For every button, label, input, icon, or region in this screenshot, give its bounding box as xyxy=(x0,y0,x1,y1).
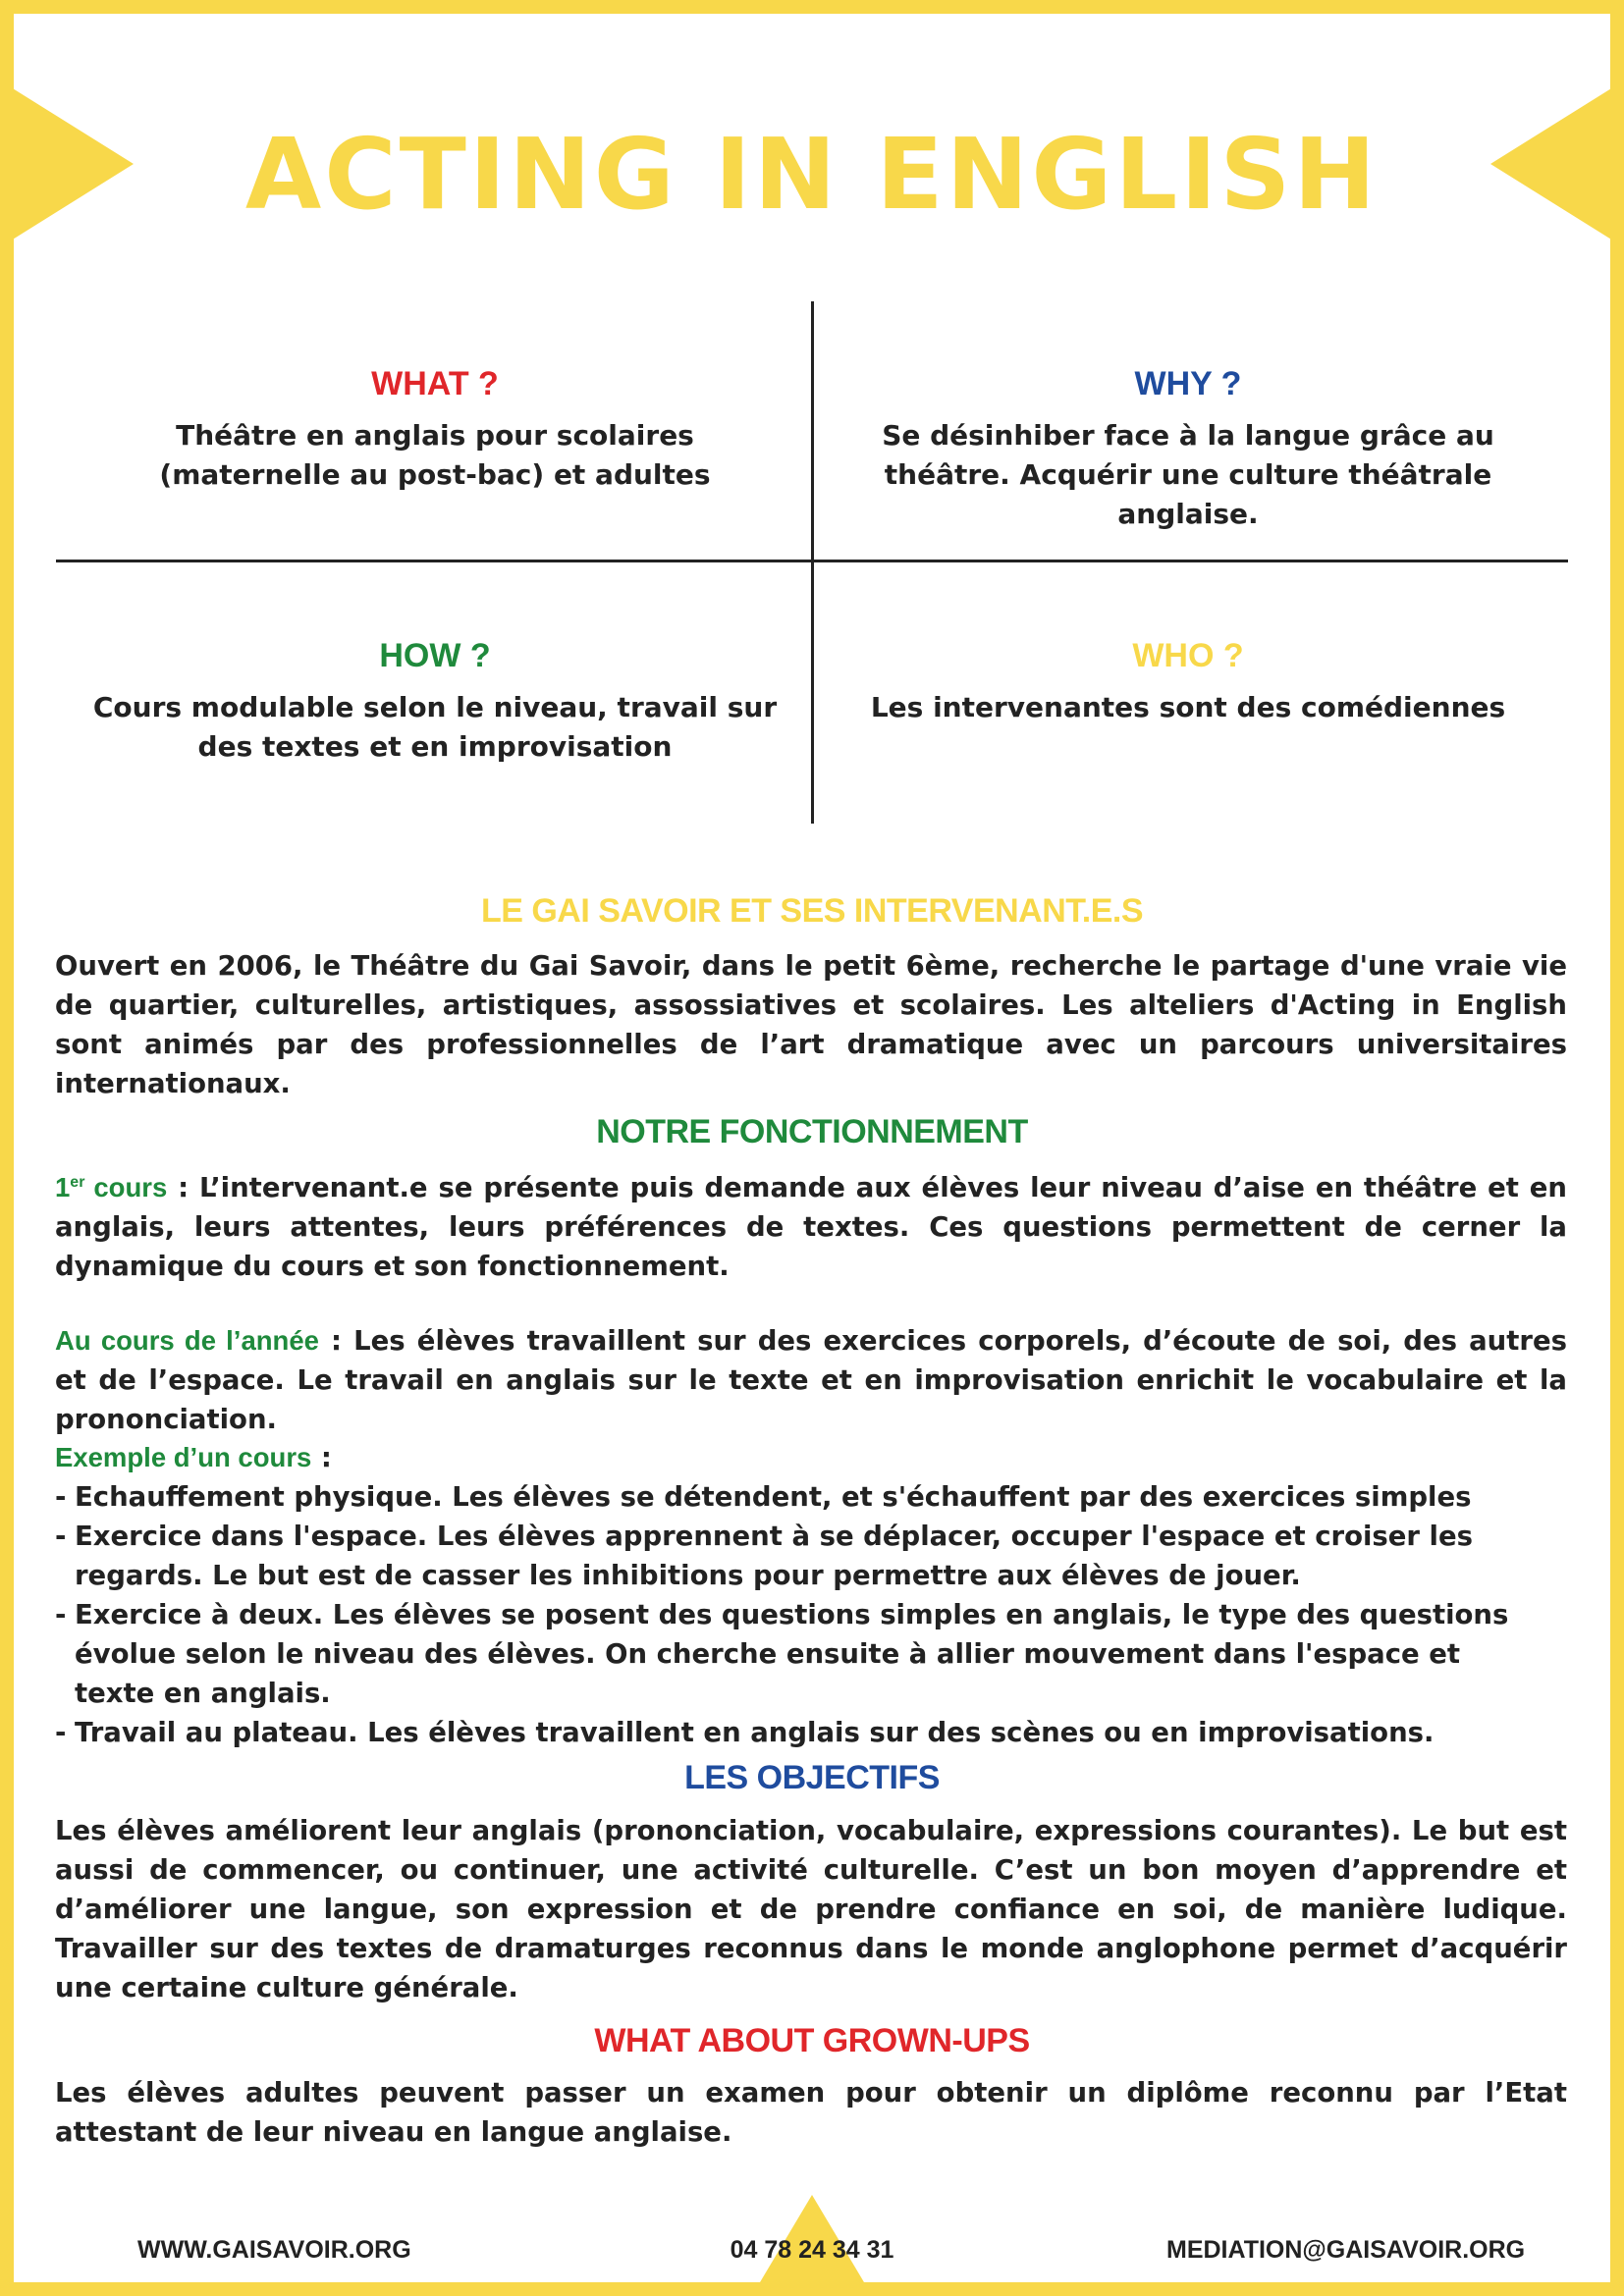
footer-phone[interactable]: 04 78 24 34 31 xyxy=(730,2236,894,2264)
list-item: - Travail au plateau. Les élèves travaillent en anglais sur des scènes ou en improvisations. xyxy=(55,1717,1435,1748)
quadrant-text-what: Théâtre en anglais pour scolaires (maternelle au post-bac) et adultes xyxy=(159,419,711,491)
footer-website-link[interactable]: WWW.GAISAVOIR.ORG xyxy=(137,2236,411,2264)
first-course-text: : L’intervenant.e se présente puis demande aux élèves leur niveau d’aise en théâtre et en anglais, leurs attentes, leurs préférences de textes. Ces questions permettent de cerner la dynamique du cours et son fonctionnement. xyxy=(55,1172,1568,1283)
list-item: - Exercice dans l'espace. Les élèves apprennent à se déplacer, occuper l'espace et croiser les regards. Le but est de casser les inhibitions pour permettre aux élèves de jouer. xyxy=(55,1521,1473,1591)
year-text: : Les élèves travaillent sur des exercices corporels, d’écoute de soi, des autres et de l’espace. Le travail en anglais sur le texte et en improvisation enrichit le vocabulaire et la prononciation. xyxy=(55,1325,1567,1435)
quadrant-text-why: Se désinhiber face à la langue grâce au théâtre. Acquérir une culture théâtrale anglaise. xyxy=(882,419,1494,530)
section-title-fonctionnement: NOTRE FONCTIONNEMENT xyxy=(596,1113,1028,1150)
quadrant-heading-how: HOW ? xyxy=(379,637,491,674)
grid-vertical-divider xyxy=(811,301,814,824)
quadrant-heading-why: WHY ? xyxy=(1134,365,1242,402)
section-title-objectifs: LES OBJECTIFS xyxy=(684,1759,940,1796)
section-title-grownups: WHAT ABOUT GROWN-UPS xyxy=(594,2022,1030,2059)
quadrant-heading-what: WHAT ? xyxy=(371,365,499,402)
example-label: Exemple d’un cours xyxy=(55,1442,312,1472)
section-title-gai-savoir: LE GAI SAVOIR ET SES INTERVENANT.E.S xyxy=(480,892,1144,930)
quadrant-text-who: Les intervenantes sont des comédiennes xyxy=(870,691,1506,723)
example-list xyxy=(55,1477,1587,1752)
page-title: ACTING IN ENGLISH xyxy=(244,117,1380,232)
footer-email-link[interactable]: MEDIATION@GAISAVOIR.ORG xyxy=(1166,2236,1526,2264)
quadrant-why xyxy=(844,361,1532,534)
quadrant-who xyxy=(844,633,1532,727)
section-text-grownups: Les élèves adultes peuvent passer un examen pour obtenir un diplôme reconnu par l’Etat attestant de leur niveau en langue anglaise. xyxy=(55,2077,1567,2148)
quadrant-how xyxy=(91,633,779,767)
list-item: - Echauffement physique. Les élèves se détendent, et s'échauffent par des exercices simples xyxy=(55,1481,1472,1513)
section-text-gai-savoir: Ouvert en 2006, le Théâtre du Gai Savoir, dans le petit 6ème, recherche le partage d'une vraie vie de quartier, culturelles, artistiques, assossiatives et scolaires. Les alteliers d'Acting in English sont animés par des professionnelles de l’art dramatique avec un parcours universitaires internationaux. xyxy=(55,950,1567,1099)
quadrant-text-how: Cours modulable selon le niveau, travail sur des textes et en improvisation xyxy=(92,691,778,763)
quadrant-what xyxy=(91,361,779,495)
example-colon: : xyxy=(311,1442,332,1473)
first-course-label: 1er cours xyxy=(55,1172,168,1203)
first-course-paragraph xyxy=(55,1163,1567,1286)
year-paragraph xyxy=(55,1321,1567,1439)
example-heading xyxy=(55,1438,1567,1477)
quadrant-heading-who: WHO ? xyxy=(1132,637,1244,674)
grid-horizontal-divider xyxy=(56,560,1568,562)
section-text-objectifs: Les élèves améliorent leur anglais (prononciation, vocabulaire, expressions courantes). Le but est aussi de commencer, ou continuer, une activité culturelle. C’est un bon moyen d’apprendre et d’améliorer une langue, son expression et de prendre confiance en soi, de manière ludique. Travailler sur des textes de dramaturges reconnus dans le monde anglophone permet d’acquérir une certaine culture générale. xyxy=(55,1815,1567,2003)
year-label: Au cours de l’année xyxy=(55,1325,319,1356)
list-item: - Exercice à deux. Les élèves se posent des questions simples en anglais, le type des questions évolue selon le niveau des élèves. On cherche ensuite à allier mouvement dans l'espace et texte en anglais. xyxy=(55,1599,1509,1709)
